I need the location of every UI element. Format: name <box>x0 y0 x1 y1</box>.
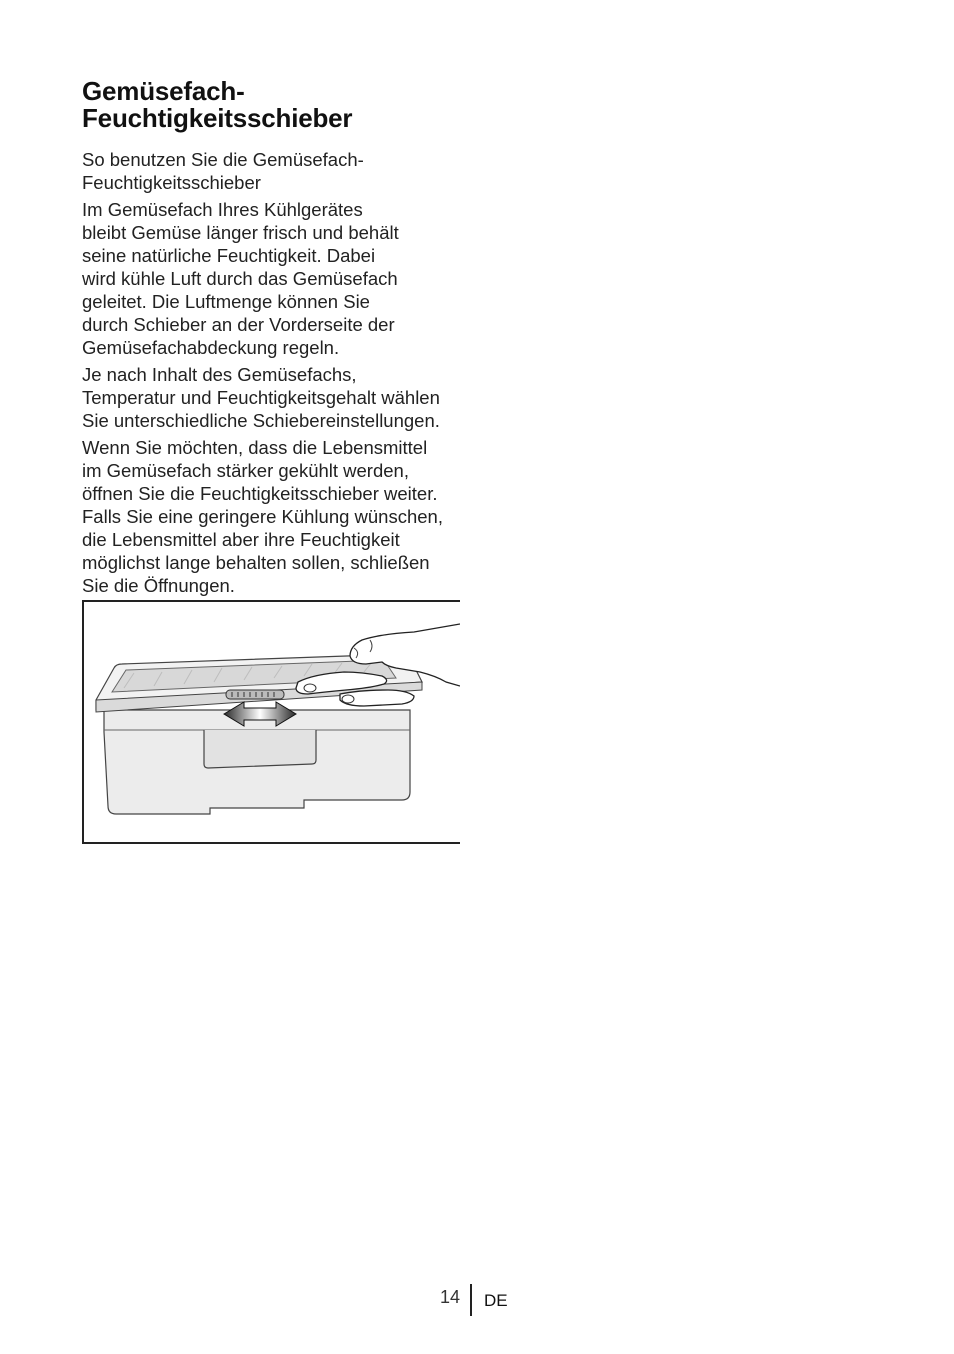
page-footer <box>440 1284 508 1316</box>
humidity-slider <box>226 690 284 699</box>
fingernail <box>304 684 316 692</box>
page-title <box>82 78 472 132</box>
text-line: Gemüsefachabdeckung regeln. <box>82 337 340 358</box>
text-line: öffnen Sie die Feuchtigkeitsschieber weiter. <box>82 483 438 504</box>
crisper-drawer-drawing <box>84 602 460 842</box>
body-text <box>82 148 472 597</box>
text-line: Wenn Sie möchten, dass die Lebensmittel <box>82 437 428 458</box>
content-column <box>82 78 472 601</box>
text-line: geleitet. Die Luftmenge können Sie <box>82 291 370 312</box>
paragraph-intro <box>82 148 472 194</box>
text-line: die Lebensmittel aber ihre Feuchtigkeit <box>82 529 400 550</box>
text-line: im Gemüsefach stärker gekühlt werden, <box>82 460 409 481</box>
text-line: Je nach Inhalt des Gemüsefachs, <box>82 364 357 385</box>
page-title-line-1: Gemüsefach- <box>82 76 245 106</box>
paragraph-description <box>82 198 472 359</box>
paragraph-settings <box>82 363 472 432</box>
text-line: Temperatur und Feuchtigkeitsgehalt wählen <box>82 387 440 408</box>
text-line: Sie die Öffnungen. <box>82 575 235 596</box>
language-code: DE <box>484 1291 508 1310</box>
text-line: bleibt Gemüse länger frisch und behält <box>82 222 399 243</box>
text-line: möglichst lange behalten sollen, schließen <box>82 552 430 573</box>
crisper-drawer-illustration <box>82 600 460 844</box>
page-title-line-2: Feuchtigkeitsschieber <box>82 103 353 133</box>
fingernail <box>342 695 354 703</box>
footer-separator <box>470 1284 472 1316</box>
text-line: Falls Sie eine geringere Kühlung wünschen, <box>82 506 443 527</box>
drawer-handle <box>204 730 316 768</box>
text-line: seine natürliche Feuchtigkeit. Dabei <box>82 245 376 266</box>
page-number: 14 <box>440 1287 461 1307</box>
paragraph-cooling <box>82 436 472 597</box>
text-line: Sie unterschiedliche Schiebereinstellungen. <box>82 410 440 431</box>
text-line: Feuchtigkeitsschieber <box>82 172 261 193</box>
text-line: durch Schieber an der Vorderseite der <box>82 314 395 335</box>
text-line: wird kühle Luft durch das Gemüsefach <box>82 268 398 289</box>
text-line: So benutzen Sie die Gemüsefach- <box>82 149 364 170</box>
text-line: Im Gemüsefach Ihres Kühlgerätes <box>82 199 363 220</box>
